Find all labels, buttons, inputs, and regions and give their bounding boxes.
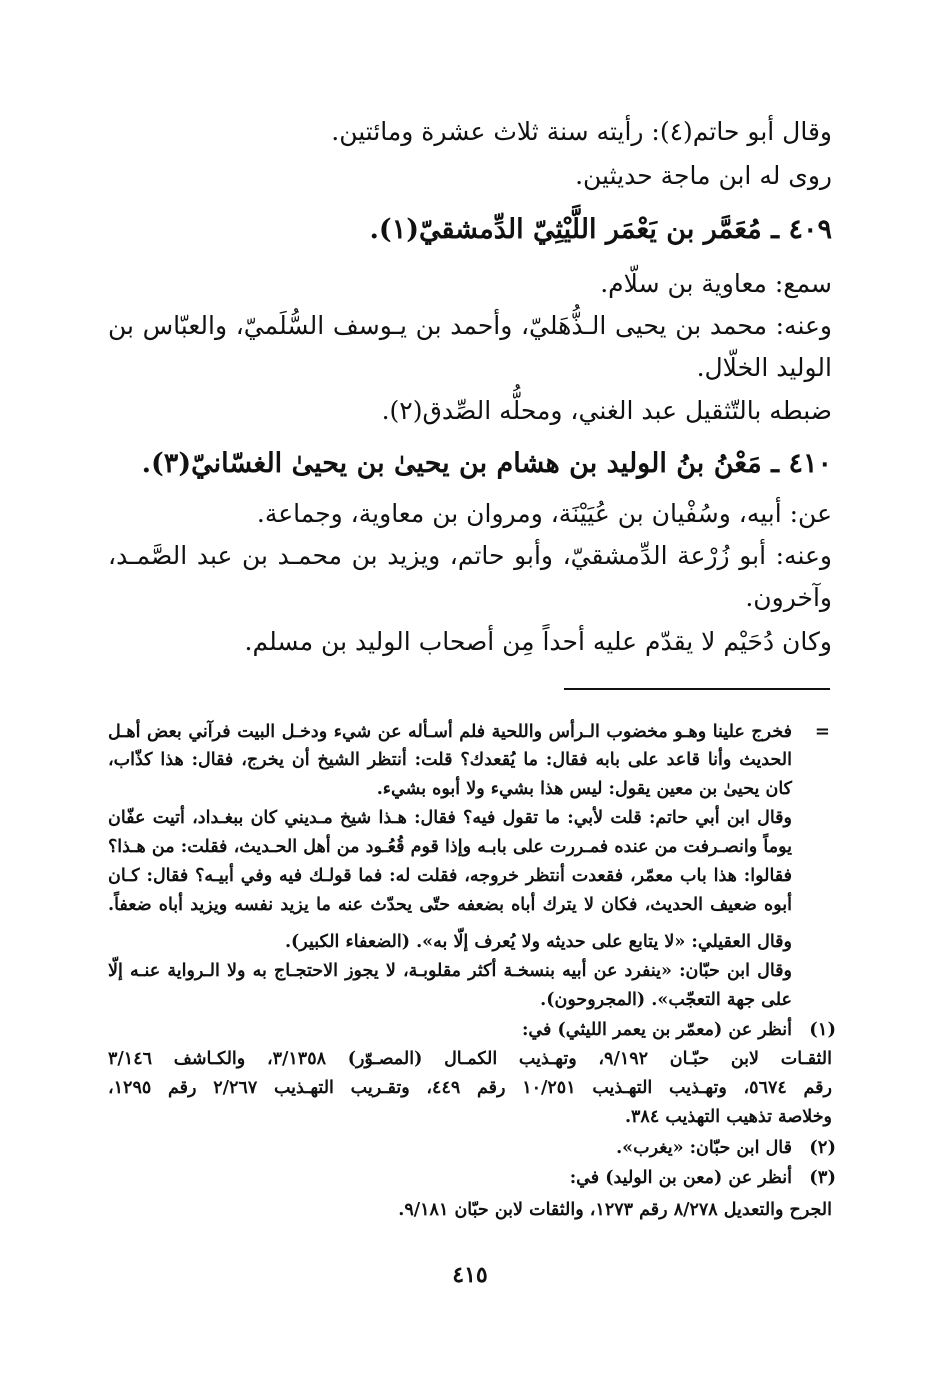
main-line-6: الوليد الخلّال. (696, 353, 832, 382)
footnote-1-line-2: الثقـات لابن حبّـان ٩/١٩٢، وتهـذيب الكمـال (المصـوّر) ٣/١٣٥٨، والكـاشف ٣/١٤٦ (108, 1049, 833, 1069)
footnote-divider (564, 688, 830, 690)
footnote-line-10: على جهة التعجّب». (المجروحون). (540, 990, 792, 1010)
footnote-line-8: وقال العقيلي: «لا يتابع على حديثه ولا يُعرف إلّا به». (الضعفاء الكبير). (284, 932, 792, 952)
main-line-12: وكان دُحَيْم لا يقدّم عليه أحداً مِن أصحاب الوليد بن مسلم. (244, 627, 832, 656)
footnote-1-line-4: وخلاصة تذهيب التهذيب ٣٨٤. (624, 1107, 832, 1127)
footnote-line-9: وقال ابن حبّان: «ينفرد عن أبيه بنسخـة أكثر مقلوبـة، لا يجوز الاحتجـاج به ولا الـرواية عنـه إلّا (108, 961, 792, 981)
footnote-2-mark: (٢) (809, 1137, 836, 1158)
footnote-2-line-1: قال ابن حبّان: «يغرب». (616, 1138, 792, 1158)
main-line-11: وآخرون. (745, 583, 832, 612)
footnote-line-3: كان يحيىٰ بن معين يقول: ليس هذا بشيء ولا أبوه بشيء. (376, 779, 792, 799)
footnote-line-4: وقال ابن أبي حاتم: قلت لأبي: ما تقول فيه؟ فقال: هـذا شيخ مـديني كان ببغـداد، أتيت عفّان (108, 808, 792, 828)
main-line-2: روى له ابن ماجة حديثين. (575, 161, 832, 190)
entry-heading-410: ٤١٠ ـ مَعْنُ بنُ الوليد بن هشام بن يحيىٰ بن يحيىٰ الغسّانيّ(٣). (141, 448, 832, 479)
main-line-7: ضبطه بالتّثقيل عبد الغني، ومحلُّه الصِّدق(٢). (381, 396, 832, 425)
footnote-line-5: يوماً وانصـرفت من عنده فمـررت على بابـه وإذا قوم قُعُـود من أهل الحـديث، فقلت: من هـذا؟ (108, 837, 792, 857)
footnote-3-line-2: الجرح والتعديل ٨/٢٧٨ رقم ١٢٧٣، والثقات لابن حبّان ٩/١٨١. (398, 1200, 832, 1220)
main-line-10: وعنه: أبو زُرْعة الدِّمشقيّ، وأبو حاتم، ويزيد بن محمـد بن عبد الصَّمـد، (108, 541, 832, 570)
footnote-3-mark: (٣) (809, 1167, 836, 1188)
main-line-5: وعنه: محمد بن يحيى الـذُّهَليّ، وأحمد بن يـوسف السُّلَميّ، والعبّاس بن (108, 311, 832, 340)
footnote-1-mark: (١) (809, 1019, 836, 1040)
footnote-line-1: فخرج علينا وهـو مخضوب الـرأس واللحية فلم أسـأله عن شيء ودخـل البيت فرآني بعض أهـل (108, 722, 792, 742)
footnote-line-6: فقالوا: هذا باب معمّر، فقعدت أنتظر خروجه، فقلت له: فما قولـك فيه وفي أبيـه؟ فقال: كـان (108, 866, 792, 886)
footnote-1-line-3: رقم ٥٦٧٤، وتهـذيب التهـذيب ١٠/٢٥١ رقم ٤٤٩، وتقـريب التهـذيب ٢/٢٦٧ رقم ١٢٩٥، (108, 1078, 832, 1098)
footnote-line-2: الحديث وأنا قاعد على بابه فقال: ما يُقعدك؟ قلت: أنتظر الشيخ أن يخرج، فقال: هذا كذّاب، (108, 750, 792, 770)
main-line-1: وقال أبو حاتم(٤): رأيته سنة ثلاث عشرة ومائتين. (331, 117, 832, 146)
footnote-1-line-1: أنظر عن (معمّر بن يعمر الليثي) في: (521, 1020, 792, 1040)
entry-heading-409: ٤٠٩ ـ مُعَمَّر بن يَعْمَر اللَّيْثِيّ الدِّمشقيّ(١). (369, 214, 832, 245)
footnote-continuation-mark: = (814, 721, 830, 742)
page-number: ٤١٥ (452, 1262, 488, 1288)
footnote-line-7: أبوه ضعيف الحديث، فكان لا يترك أباه بضعفه حتّى يحدّث عنه ما يزيد نفسه ويزيد أباه ضعفاً. (108, 895, 792, 915)
footnote-3-line-1: أنظر عن (معن بن الوليد) في: (569, 1168, 792, 1188)
main-line-4: سمع: معاوية بن سلّام. (600, 269, 832, 298)
main-line-9: عن: أبيه، وسُفْيان بن عُيَيْنَة، ومروان بن معاوية، وجماعة. (256, 499, 832, 528)
